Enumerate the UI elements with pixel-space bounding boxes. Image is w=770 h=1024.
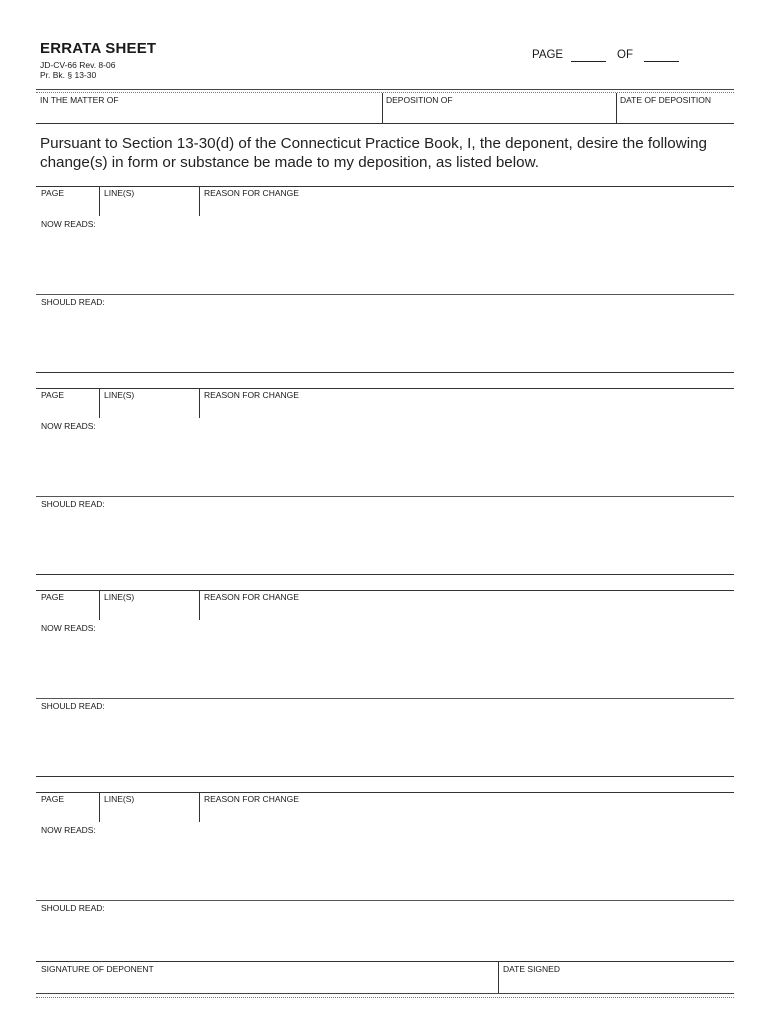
form-title: ERRATA SHEET	[40, 40, 157, 57]
should-read-label: SHOULD READ:	[41, 701, 105, 711]
entry-top-rule	[36, 590, 734, 591]
now-reads-label: NOW READS:	[41, 623, 96, 633]
entry-lines-label: LINE(S)	[104, 390, 135, 400]
errata-entry	[0, 792, 770, 962]
divider	[99, 792, 100, 822]
entry-bottom-rule	[36, 776, 734, 777]
divider	[99, 186, 100, 216]
entry-page-label: PAGE	[41, 794, 64, 804]
now-reads-field[interactable]	[36, 418, 734, 496]
entry-lines-label: LINE(S)	[104, 188, 135, 198]
should-read-label: SHOULD READ:	[41, 297, 105, 307]
entry-reason-label: REASON FOR CHANGE	[204, 390, 299, 400]
entry-lines-label: LINE(S)	[104, 794, 135, 804]
matter-label: IN THE MATTER OF	[40, 95, 119, 105]
entry-page-label: PAGE	[41, 390, 64, 400]
signature-label: SIGNATURE OF DEPONENT	[41, 964, 154, 974]
header-rule	[36, 89, 734, 90]
date-of-deposition-field[interactable]	[616, 93, 734, 123]
page-number-field[interactable]	[571, 50, 606, 62]
footer-rule-dotted	[36, 997, 734, 998]
entry-top-rule	[36, 792, 734, 793]
errata-entry	[0, 388, 770, 576]
entry-bottom-rule	[36, 574, 734, 575]
entry-page-label: PAGE	[41, 592, 64, 602]
errata-entry	[0, 186, 770, 374]
divider	[199, 792, 200, 822]
intro-statement: Pursuant to Section 13-30(d) of the Connecticut Practice Book, I, the deponent, desire the following change(s) in form or substance be made to my deposition, as listed below.	[40, 135, 707, 171]
case-info-bottom-rule	[36, 123, 734, 124]
entry-top-rule	[36, 186, 734, 187]
total-pages-field[interactable]	[644, 50, 679, 62]
signature-field[interactable]	[36, 962, 498, 992]
entry-lines-label: LINE(S)	[104, 592, 135, 602]
should-read-field[interactable]	[36, 699, 734, 775]
deposition-of-label: DEPOSITION OF	[386, 95, 453, 105]
entry-reason-label: REASON FOR CHANGE	[204, 592, 299, 602]
entry-reason-label: REASON FOR CHANGE	[204, 188, 299, 198]
practice-book-reference: Pr. Bk. § 13-30	[40, 70, 97, 80]
of-label: OF	[617, 49, 633, 61]
date-signed-label: DATE SIGNED	[503, 964, 560, 974]
now-reads-label: NOW READS:	[41, 219, 96, 229]
form-number: JD-CV-66 Rev. 8-06	[40, 60, 116, 70]
now-reads-field[interactable]	[36, 620, 734, 698]
divider	[99, 388, 100, 418]
page-label: PAGE	[532, 49, 564, 61]
errata-entry	[0, 590, 770, 778]
divider	[199, 590, 200, 620]
deposition-of-field[interactable]	[382, 93, 616, 123]
entry-reason-label: REASON FOR CHANGE	[204, 794, 299, 804]
entry-bottom-rule	[36, 372, 734, 373]
should-read-label: SHOULD READ:	[41, 499, 105, 509]
now-reads-label: NOW READS:	[41, 421, 96, 431]
should-read-field[interactable]	[36, 295, 734, 371]
now-reads-field[interactable]	[36, 216, 734, 294]
footer-rule	[36, 993, 734, 994]
date-of-deposition-label: DATE OF DEPOSITION	[620, 95, 711, 105]
now-reads-label: NOW READS:	[41, 825, 96, 835]
date-signed-field[interactable]	[498, 962, 734, 992]
divider	[99, 590, 100, 620]
now-reads-field[interactable]	[36, 822, 734, 900]
divider	[199, 186, 200, 216]
should-read-field[interactable]	[36, 497, 734, 573]
should-read-label: SHOULD READ:	[41, 903, 105, 913]
divider	[199, 388, 200, 418]
should-read-field[interactable]	[36, 901, 734, 959]
entry-top-rule	[36, 388, 734, 389]
entry-page-label: PAGE	[41, 188, 64, 198]
matter-field[interactable]	[36, 93, 382, 123]
